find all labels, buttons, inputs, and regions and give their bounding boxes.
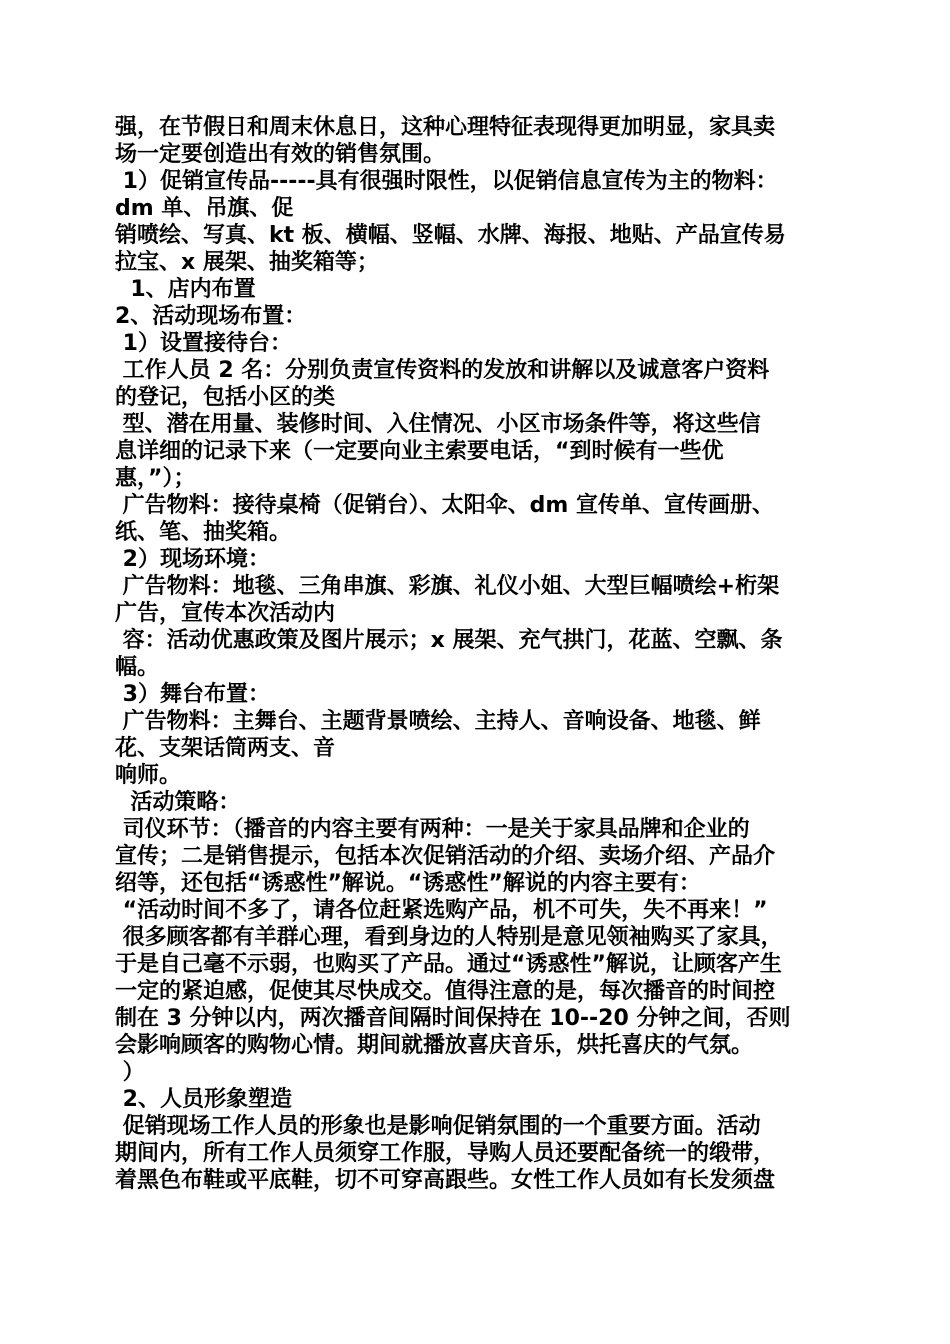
text-line: 期间内，所有工作人员须穿工作服，导购人员还要配备统一的缎带，	[115, 1141, 776, 1166]
text-line: 会影响顾客的购物心情。期间就播放喜庆音乐，烘托喜庆的气氛。	[115, 1033, 754, 1058]
section-heading: 2、活动现场布置：	[115, 304, 307, 329]
subsection-heading: 3）舞台布置：	[115, 682, 270, 707]
text-line: 广告，宣传本次活动内	[115, 601, 336, 626]
text-line: 纸、笔、抽奖箱。	[115, 520, 292, 545]
text-line: dm 单、吊旗、促	[115, 196, 294, 221]
text-line: 息详细的记录下来（一定要向业主索要电话，“到时候有一些优	[115, 439, 724, 464]
text-line: 销喷绘、写真、kt 板、横幅、竖幅、水牌、海报、地贴、产品宣传易	[115, 223, 786, 248]
text-line: 很多顾客都有羊群心理，看到身边的人特别是意见领袖购买了家具，	[115, 925, 783, 950]
text-line: 司仪环节：（播音的内容主要有两种：一是关于家具品牌和企业的	[115, 817, 750, 842]
text-line: 响师。	[115, 763, 182, 788]
text-line: 容：活动优惠政策及图片展示；x 展架、充气拱门，花蓝、空飘、条	[115, 628, 783, 653]
text-line: 广告物料：接待桌椅（促销台）、太阳伞、dm 宣传单、宣传画册、	[115, 493, 774, 518]
text-line: 着黑色布鞋或平底鞋，切不可穿高跟些。女性工作人员如有长发须盘	[115, 1168, 776, 1193]
text-line: 惠，”）；	[115, 466, 196, 491]
text-line: 于是自己毫不示弱，也购买了产品。通过“诱惑性”解说，让顾客产生	[115, 952, 782, 977]
subsection-heading: 2）现场环境：	[115, 547, 270, 572]
text-line: 宣传；二是销售提示，包括本次促销活动的介绍、卖场介绍、产品介	[115, 844, 776, 869]
text-line: 场一定要创造出有效的销售氛围。	[115, 142, 446, 167]
text-line: 型、潜在用量、装修时间、入住情况、小区市场条件等，将这些信	[115, 412, 761, 437]
section-heading: 活动策略：	[115, 790, 241, 815]
text-line: 的登记，包括小区的类	[115, 385, 336, 410]
document-page	[115, 114, 840, 1194]
text-line: 花、支架话筒两支、音	[115, 736, 336, 761]
text-line: 广告物料：地毯、三角串旗、彩旗、礼仪小姐、大型巨幅喷绘+桁架	[115, 574, 780, 599]
text-line: 一定的紧迫感，促使其尽快成交。值得注意的是，每次播音的时间控	[115, 979, 776, 1004]
text-line: 拉宝、x 展架、抽奖箱等；	[115, 250, 379, 275]
text-line: “活动时间不多了，请各位赶紧选购产品，机不可失，失不再来！”	[115, 898, 768, 923]
text-line: 工作人员 2 名：分别负责宣传资料的发放和讲解以及诚意客户资料	[115, 358, 770, 383]
text-line: 强，在节假日和周末休息日，这种心理特征表现得更加明显，家具卖	[115, 115, 776, 140]
text-line: ）	[115, 1060, 145, 1085]
text-line: 绍等，还包括“诱惑性”解说。“诱惑性”解说的内容主要有：	[115, 871, 701, 896]
text-line: 促销现场工作人员的形象也是影响促销氛围的一个重要方面。活动	[115, 1114, 761, 1139]
section-heading: 2、人员形象塑造	[115, 1087, 292, 1112]
text-line: 广告物料：主舞台、主题背景喷绘、主持人、音响设备、地毯、鲜	[115, 709, 761, 734]
text-line: 制在 3 分钟以内，两次播音间隔时间保持在 10--20 分钟之间，否则	[115, 1006, 791, 1031]
subsection-heading: 1）设置接待台：	[115, 331, 292, 356]
text-line: 1）促销宣传品-----具有很强时限性，以促销信息宣传为主的物料：	[115, 169, 778, 194]
section-heading: 1、店内布置	[115, 277, 256, 302]
text-line: 幅。	[115, 655, 160, 680]
